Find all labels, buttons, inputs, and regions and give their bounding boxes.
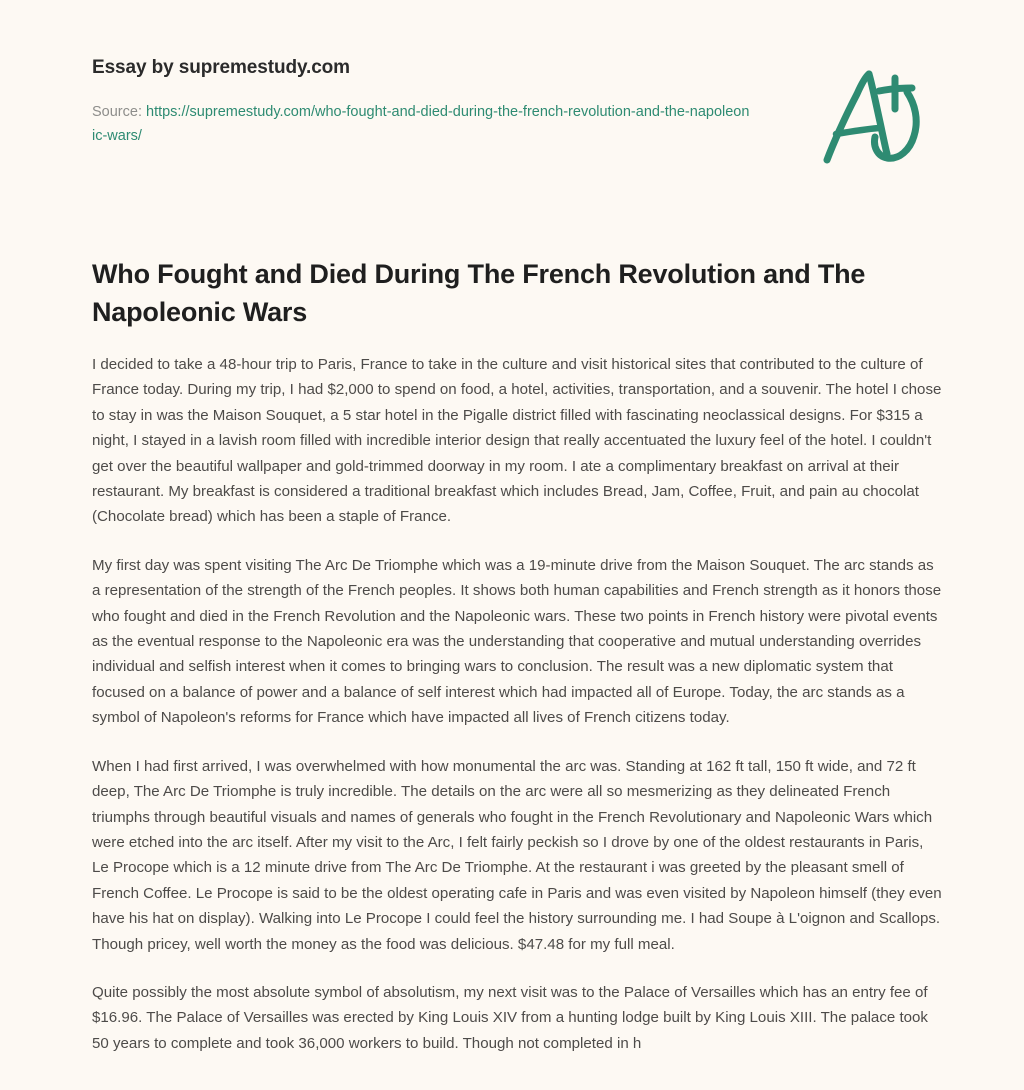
paragraph: I decided to take a 48-hour trip to Paris, France to take in the culture and visit historical sites that contributed to the culture of France today. During my trip, I had $2,000 to spend on food, a hotel, activities, transportation, and a souvenir. The hotel I chose to stay in was the Maison Souquet, a 5 star hotel in the Pigalle district filled with fascinating neoclassical designs. For $315 a night, I stayed in a lavish room filled with incredible interior design that really accentuated the luxury feel of the hotel. I couldn't get over the beautiful wallpaper and gold-trimmed doorway in my room. I ate a complimentary breakfast on arrival at their restaurant. My breakfast is considered a traditional breakfast which includes Bread, Jam, Coffee, Fruit, and pain au chocolat (Chocolate bread) which has been a staple of France. bbox=[92, 356, 942, 526]
source-line bbox=[92, 100, 752, 148]
a-plus-logo bbox=[815, 62, 935, 172]
paragraph: When I had first arrived, I was overwhelmed with how monumental the arc was. Standing at 162 ft tall, 150 ft wide, and 72 ft deep, The Arc De Triomphe is truly incredible. The details on the arc were all so mesmerizing as they delineated French triumphs through beautiful visuals and names of generals who fought in the French Revolutionary and Napoleonic Wars which were etched into the arc itself. After my visit to the Arc, I felt fairly peckish so I drove by one of the oldest restaurants in Paris, Le Procope which is a 12 minute drive from The Arc De Triomphe. At the restaurant i was greeted by the pleasant smell of French Coffee. Le Procope is said to be the oldest operating cafe in Paris and was even visited by Napoleon himself (they even have his hat on display). Walking into Le Procope I could feel the history surrounding me. I had Soupe à L'oignon and Scallops. Though pricey, well worth the money as the food was delicious. $47.48 for my full meal. bbox=[92, 757, 942, 953]
paragraph: My first day was spent visiting The Arc De Triomphe which was a 19-minute drive from the Maison Souquet. The arc stands as a representation of the strength of the French peoples. It shows both human capabilities and French strength as it honors those who fought and died in the French Revolution and the Napoleonic wars. These two points in French history were pivotal events as the eventual response to the Napoleonic era was the understanding that cooperative and mutual understanding overrides individual and selfish interest when it comes to bringing wars to conclusion. The result was a new diplomatic system that focused on a balance of power and a balance of self interest which had impacted all of Europe. Today, the arc stands as a symbol of Napoleon's reforms for France which have impacted all lives of French citizens today. bbox=[92, 556, 942, 727]
a-plus-logo-icon bbox=[815, 62, 935, 172]
source-label: Source: bbox=[92, 104, 146, 120]
paragraph: Quite possibly the most absolute symbol of absolutism, my next visit was to the Palace of Versailles which has an entry fee of $16.96. The Palace of Versailles was erected by King Louis XIV from a hunting lodge built by King Louis XIII. The palace took 50 years to complete and took 36,000 workers to build. Though not completed in h bbox=[92, 983, 928, 1052]
essay-byline: Essay by supremestudy.com bbox=[92, 57, 350, 78]
source-url-link[interactable]: https://supremestudy.com/who-fought-and-died-during-the-french-revolution-and-the-napoleonic-wars/ bbox=[92, 104, 750, 144]
page-title: Who Fought and Died During The French Revolution and The Napoleonic Wars bbox=[92, 259, 866, 327]
essay-body bbox=[92, 352, 944, 1056]
